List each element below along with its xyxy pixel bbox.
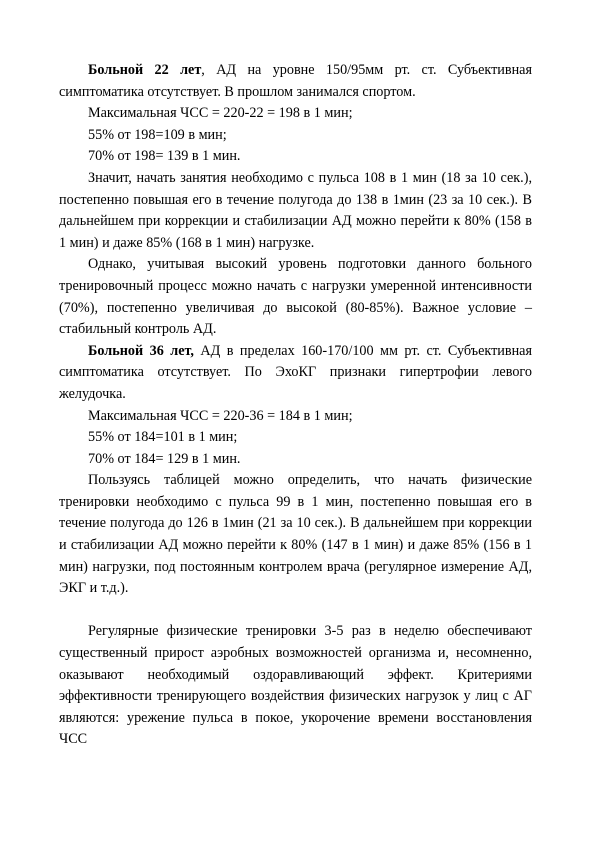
case1-lead: Больной 22 лет	[88, 62, 202, 78]
case2-lead: Больной 36 лет,	[88, 342, 194, 359]
case2-line-1: Максимальная ЧСС = 220-36 = 184 в 1 мин;	[88, 407, 353, 424]
case1-line-2: 55% от 198=109 в мин;	[88, 126, 227, 143]
case2-line-2: 55% от 184=101 в 1 мин;	[88, 429, 238, 446]
case1-text: , АД на уровне 150/95мм рт. ст. Субъективная симптоматика отсутствует. В прошлом занимался спортом.	[59, 62, 532, 100]
case1-paragraph-1: Значит, начать занятия необходимо с пульса 108 в 1 мин (18 за 10 сек.), постепенно повышая его в течение полугода до 138 в 1мин (23 за 10 сек.). В дальнейшем при коррекции и стабилизации АД можно перейти к 80% (158 в 1 мин) и даже 85% (168 в 1 мин) нагрузке.	[59, 169, 532, 251]
case2-intro	[59, 341, 532, 406]
case2-text: АД в пределах 160-170/100 мм рт. ст. Субъективная симптоматика отсутствует. По ЭхоКГ признаки гипертрофии левого желудочка.	[59, 342, 532, 402]
paragraph-gap	[59, 600, 532, 622]
case1-line-1: Максимальная ЧСС = 220-22 = 198 в 1 мин;	[88, 105, 353, 122]
case1-line-3: 70% от 198= 139 в 1 мин.	[88, 148, 241, 165]
case2-line-3: 70% от 184= 129 в 1 мин.	[88, 450, 241, 467]
case2-paragraph-1: Пользуясь таблицей можно определить, что начать физические тренировки необходимо с пульса 99 в 1 мин, постепенно повышая его в течение полугода до 126 в 1мин (21 за 10 сек.). В дальнейшем при коррекции и стабилизации АД можно перейти к 80% (147 в 1 мин) и даже 85% (156 в 1 мин) нагрузки, под постоянным контролем врача (регулярное измерение АД, ЭКГ и т.д.).	[59, 472, 532, 597]
conclusion-paragraph: Регулярные физические тренировки 3-5 раз в неделю обеспечивают существенный прирост аэробных возможностей организма и, несомненно, оказывают необходимый оздоравливающий эффект. Критериями эффективности тренирующего воздействия физических нагрузок у лиц с АГ являются: урежение пульса в покое, укорочение времени восстановления ЧСС	[59, 623, 532, 748]
case1-intro	[59, 60, 532, 103]
case1-paragraph-2: Однако, учитывая высокий уровень подготовки данного больного тренировочный процесс можно начать с нагрузки умеренной интенсивности (70%), постепенно увеличивая до высокой (80-85%). Важное условие – стабильный контроль АД.	[59, 256, 532, 338]
